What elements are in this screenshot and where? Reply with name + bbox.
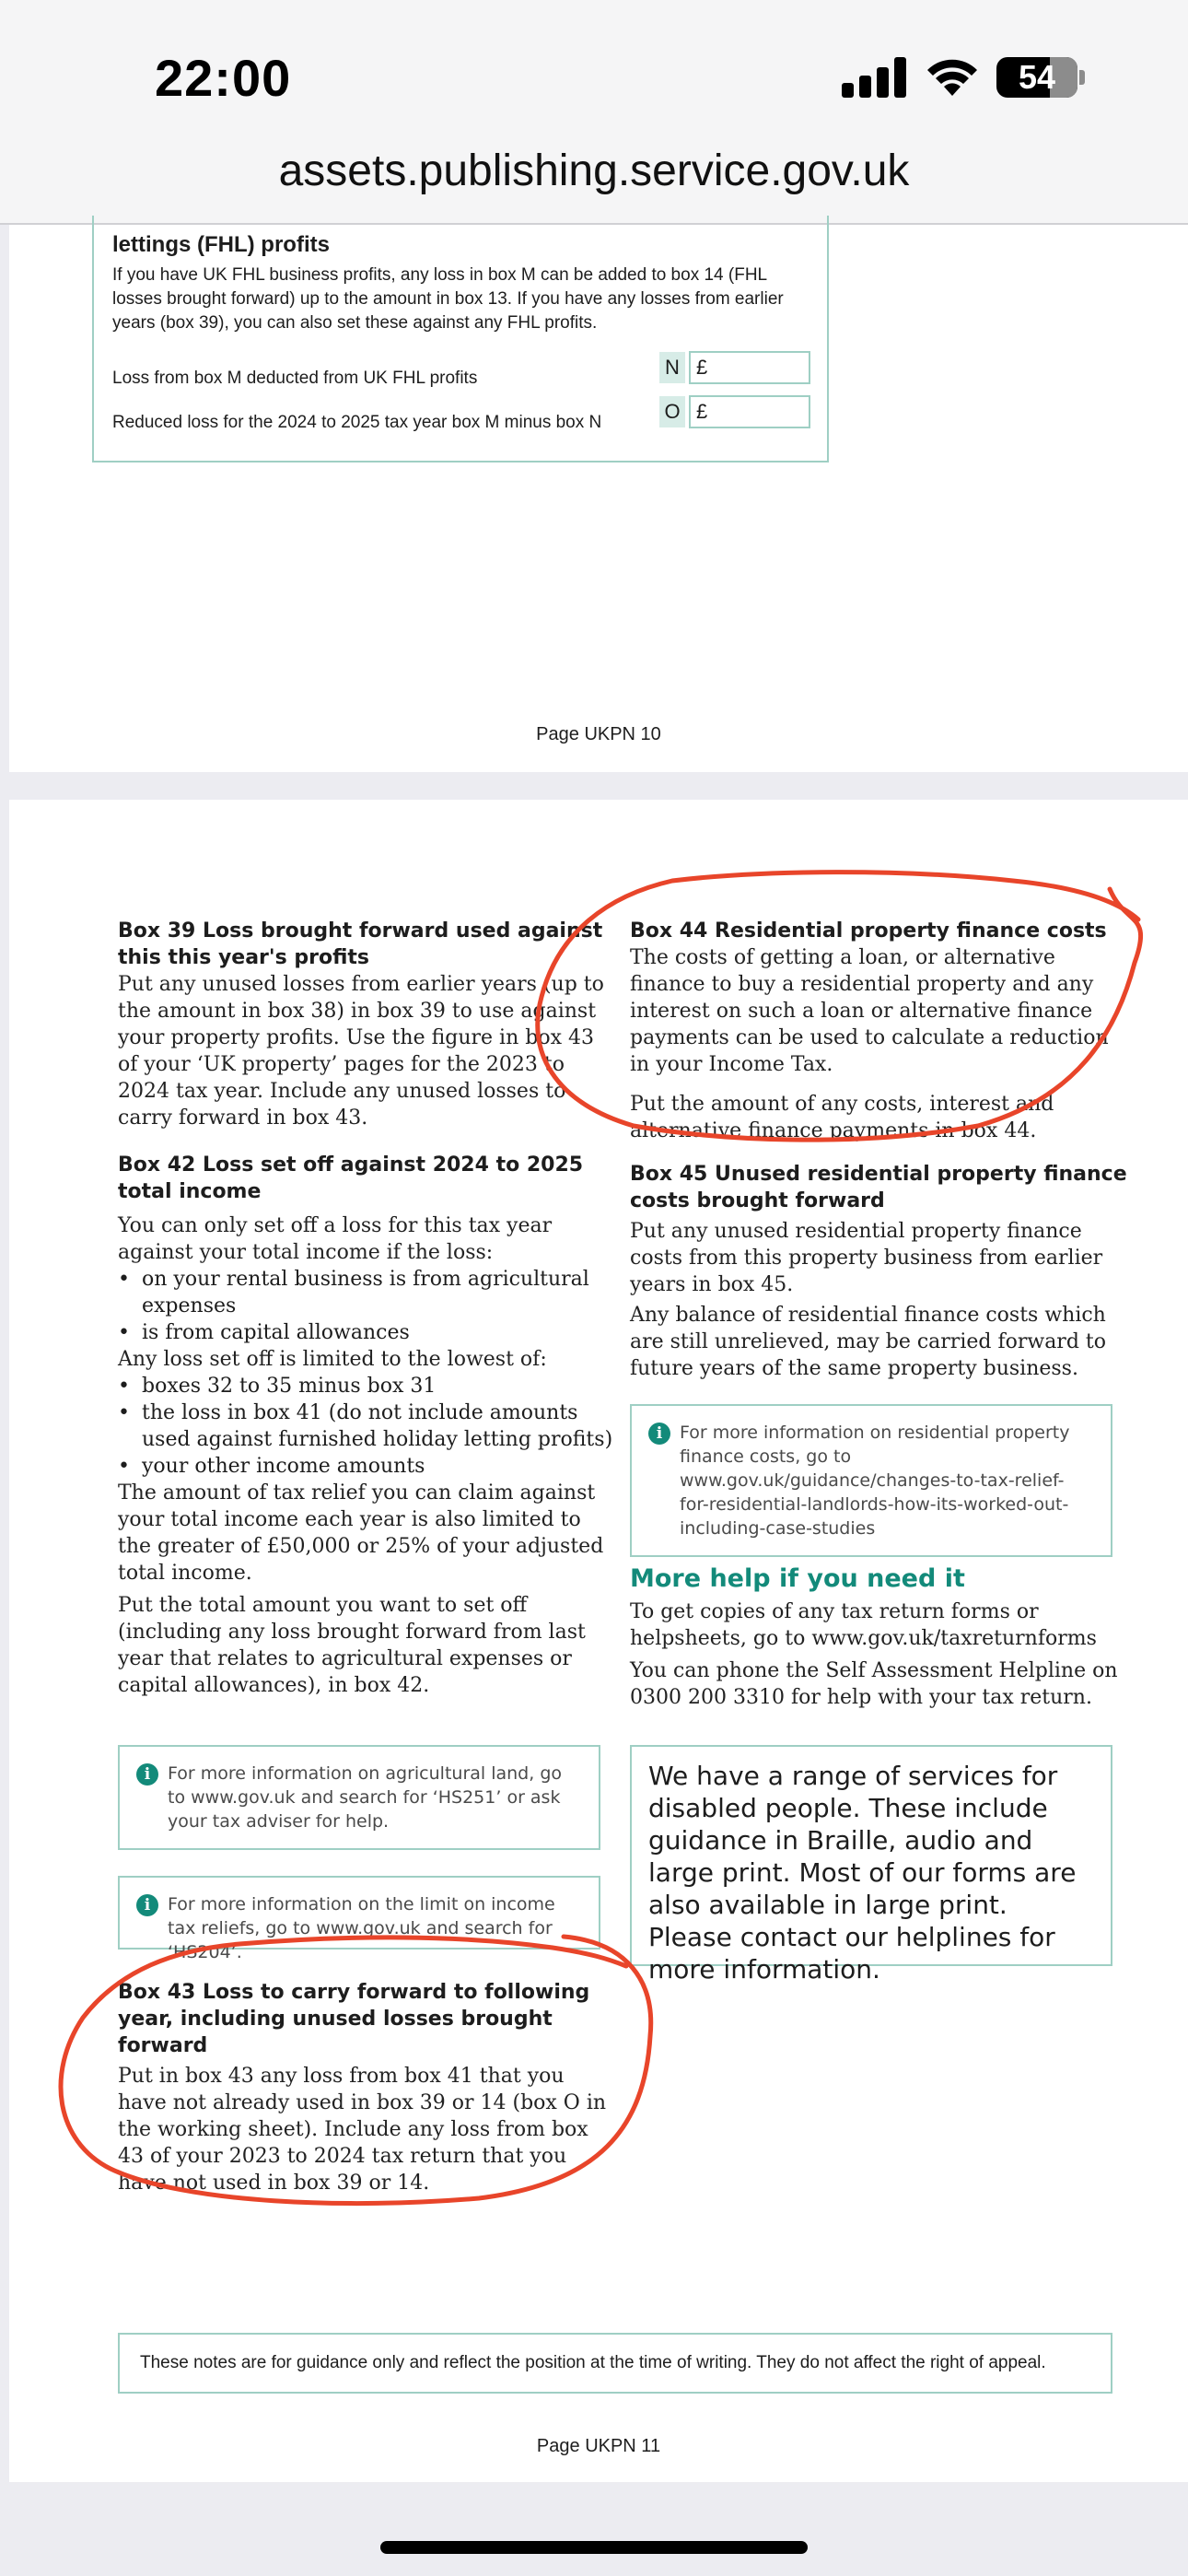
more-help-section (630, 1564, 1127, 1711)
box-n-letter: N (659, 352, 685, 383)
box42-instruction: Put the total amount you want to set off (including any loss brought forward from last year that relates to agricultural expenses or capital allowances), in box 42. (118, 1594, 586, 1697)
box-o-field[interactable]: £ (689, 395, 810, 428)
info-box-residential-finance (630, 1404, 1112, 1557)
row-o-label: Reduced loss for the 2024 to 2025 tax year box M minus box N (112, 413, 602, 432)
cellular-signal-icon (842, 57, 906, 98)
info-box-income-tax-limit (118, 1876, 600, 1962)
clock: 22:00 (155, 49, 292, 107)
status-bar (0, 0, 1188, 138)
page-number: Page UKPN 10 (536, 724, 661, 744)
page-url[interactable]: assets.publishing.service.gov.uk (278, 146, 910, 195)
info-icon: i (648, 1423, 670, 1445)
fhl-working-box (92, 216, 829, 463)
box44-body: The costs of getting a loan, or alternative finance to buy a residential property and any interest on such a loan or alternative finance payments can be used to calculate a reduction in your Income Tax. (630, 946, 1109, 1076)
list-item: • boxes 32 to 35 minus box 31 (118, 1373, 615, 1399)
battery-icon (996, 57, 1077, 98)
home-indicator[interactable] (380, 2541, 808, 2554)
section-intro: If you have UK FHL business profits, any loss in box M can be added to box 14 (FHL losses brought forward) up to the amount in box 13. If you have any losses from earlier years (box 39), you can also set these against any FHL profits. (112, 265, 784, 333)
left-column (118, 918, 615, 1699)
list-item: • on your rental business is from agricultural expenses (118, 1266, 615, 1319)
wifi-icon (925, 53, 980, 98)
box39-body: Put any unused losses from earlier years (up to the amount in box 38) in box 39 to use against your property profits. Use the figure in box 43 of your ‘UK property’ pages for the 2023 to 2024 tax year. Include any unused losses to carry forward in box 43. (118, 973, 604, 1130)
box45-body: Put any unused residential property finance costs from this property business from earlier years in box 45. (630, 1220, 1103, 1296)
box42-intro: You can only set off a loss for this tax year against your total income if the loss: (118, 1214, 553, 1264)
battery-level: 54 (1018, 58, 1056, 96)
box42-limit-intro: Any loss set off is limited to the lowest of: (118, 1348, 547, 1371)
page-number: Page UKPN 11 (536, 2436, 661, 2456)
more-help-phone: You can phone the Self Assessment Helpline on 0300 200 3310 for help with your tax return. (630, 1659, 1118, 1709)
section-title: lettings (FHL) profits (112, 232, 330, 257)
box43-section (118, 1979, 615, 2196)
guidance-footer-note: These notes are for guidance only and reflect the position at the time of writing. They do not affect the right of appeal. (118, 2333, 1112, 2394)
box43-body: Put in box 43 any loss from box 41 that you have not already used in box 39 or 14 (box O in the working sheet). Include any loss from box 43 of your 2023 to 2024 tax return that you have not used in box 39 or 14. (118, 2065, 607, 2195)
page-ukpn-11 (9, 800, 1188, 2482)
more-help-forms: To get copies of any tax return forms or helpsheets, go to www.gov.uk/taxreturnforms (630, 1600, 1097, 1650)
box42-relief-limit: The amount of tax relief you can claim against your total income each year is also limited to the greater of £50,000 or 25% of your adjusted total income. (118, 1481, 604, 1585)
box-n-field[interactable]: £ (689, 351, 810, 384)
box-o-letter: O (659, 396, 685, 427)
box44-title: Box 44 Residential property finance costs (630, 919, 1107, 943)
list-item: • the loss in box 41 (do not include amounts used against furnished holiday letting profits) (118, 1399, 615, 1453)
page-ukpn-10 (9, 225, 1188, 772)
box45-balance: Any balance of residential finance costs which are still unrelieved, may be carried forward to future years of the same property business. (630, 1304, 1106, 1380)
list-item: • is from capital allowances (118, 1319, 615, 1346)
more-help-title: More help if you need it (630, 1564, 965, 1593)
info-text: For more information on residential property finance costs, go to www.gov.uk/guidance/changes-to-tax-relief-for-residential-landlords-how-its-worked-out-including-case-studies (680, 1423, 1070, 1539)
row-n-label: Loss from box M deducted from UK FHL profits (112, 369, 478, 388)
info-text: For more information on the limit on income tax reliefs, go to www.gov.uk and search for ‘HS204’. (168, 1894, 555, 1962)
right-column (630, 918, 1127, 1382)
info-box-agricultural (118, 1745, 600, 1850)
info-text: For more information on agricultural land, go to www.gov.uk and search for ‘HS251’ or ask your tax adviser for help. (168, 1763, 563, 1832)
list-item: • your other income amounts (118, 1453, 615, 1480)
box45-title: Box 45 Unused residential property finance costs brought forward (630, 1163, 1127, 1212)
info-icon: i (136, 1894, 158, 1916)
address-bar[interactable] (0, 138, 1188, 225)
box43-title: Box 43 Loss to carry forward to following year, including unused losses brought forward (118, 1981, 590, 2057)
box39-title: Box 39 Loss brought forward used against this this year's profits (118, 919, 603, 969)
info-icon: i (136, 1763, 158, 1786)
box42-title: Box 42 Loss set off against 2024 to 2025 total income (118, 1153, 584, 1203)
disabled-services-notice: We have a range of services for disabled people. These include guidance in Braille, audio and large print. Most of our forms are also available in large print. Please contact our helplines for more information. (630, 1745, 1112, 1966)
box44-instruction: Put the amount of any costs, interest and alternative finance payments in box 44. (630, 1093, 1054, 1142)
